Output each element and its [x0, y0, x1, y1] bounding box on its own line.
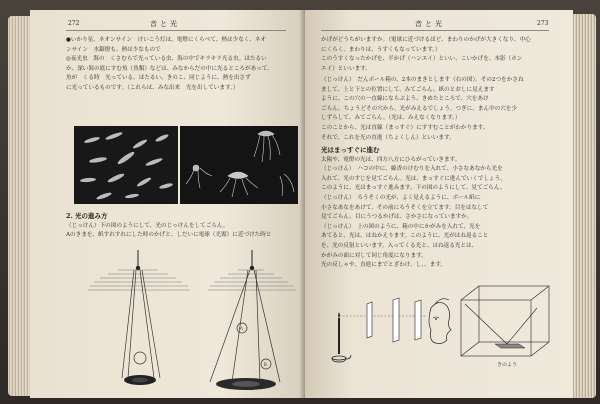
left-page: [30, 10, 305, 398]
photo-fish-school: [74, 126, 178, 204]
text-line: ンサイン 水銀燈も、熱は少なもので: [66, 46, 161, 53]
right-heading: 光はまっすぐに進む: [321, 146, 380, 154]
text-line: あてると、光は、はねかえります。このように、光がはね返ること: [321, 233, 489, 240]
text-line: を、光の反射といいます。入ってくる光と、はね返る光とは、: [321, 242, 478, 249]
text-line: ●いかり星、ネオンサイン けいこう灯は、電燈にくらべて、熱は少なく、ネオ: [66, 37, 267, 43]
text-line: 太陽や、電燈の光は、四方八方にひろがっていきます。: [321, 156, 461, 163]
text-line: このうすくなったかげを、半かげ（ハンエイ）といい、こいかげを、本影（ホン: [321, 56, 523, 63]
right-paragraph-1: [321, 36, 557, 74]
open-book: [8, 6, 596, 402]
figure-label: きのよう: [497, 362, 518, 368]
left-header-rule: [66, 30, 286, 31]
text-line: （じっけん） だんボール箱の、2本のまきとします（右の図）。その2つをかさね: [321, 77, 524, 83]
text-line: かがみの面に対して同じ角度になります。: [321, 252, 427, 259]
right-header-rule: [321, 30, 549, 31]
text-line: （じっけん） 上の図のように、箱の中にかがみを入れて、光を: [321, 223, 481, 230]
text-line: ◎夜光虫 海の くさむらで光っている虫、海の中でキラキラ光る虫。ほたるい: [66, 56, 267, 63]
left-running-head: 音と光: [150, 20, 180, 28]
text-line: エイ）といいます。: [321, 65, 371, 72]
right-page: [305, 10, 573, 398]
left-section: [66, 212, 294, 241]
page-block-right: [572, 14, 596, 398]
light-path-figure: [315, 278, 565, 394]
text-line: （じっけん）下の図のようにして、光のじっけんをしてごらん。: [66, 222, 229, 229]
shadow-experiment-figure: [70, 246, 300, 394]
text-line: （じっけん） ハコの中に、線香のけむりを入れて、小さなあなから光を: [321, 166, 503, 173]
photo-jellyfish: [180, 126, 298, 204]
right-paragraph-2: [321, 76, 557, 143]
text-line: まして、上と下との位置にして、みてごらん。紙のとおしに見えます: [321, 86, 495, 93]
text-line: 入れて、光のすじを見てごらん。光は、まっすぐに進んでいくでしょう。: [321, 175, 506, 182]
text-line: ごらん。ちょうどその穴から、光がみえるでしょう。つぎに、まん中の穴を少: [321, 105, 518, 112]
right-running-head: 音と光: [415, 20, 445, 28]
svg-text:A: A: [240, 326, 243, 331]
text-line: 光の反しゃや、直進にまでとざわけ、し、、ます。: [321, 262, 447, 269]
text-line: Aのきまを、紙すれすれにした時のかげと、しだいに電球（光源）に近づけた時と: [66, 232, 272, 239]
text-line: にくらく、まわりは、うすくもなっています。）: [321, 46, 441, 53]
text-line: このように、光はまっすぐ進みます。下の図のようにして、見てごらん。: [321, 185, 506, 192]
text-line: 魚が くる時 光っている。ほたるい、きのこ、同じように、熱を出さず: [66, 75, 251, 82]
text-line: かげがどうちがいますか。（電球に近づけるほど、まわりのかげが大きくなり、中心: [321, 37, 531, 43]
right-page-number: 273: [537, 20, 549, 27]
jellyfish-image: [180, 126, 298, 204]
left-paragraph-1: [66, 36, 292, 94]
left-page-number: 272: [68, 20, 80, 27]
text-line: しずらして、みてごらん。（光は、みえなくなります。）: [321, 115, 461, 122]
text-line: （じっけん） ろうそくの光が、よく見えるように、ボール紙に: [321, 194, 481, 201]
svg-text:B: B: [264, 362, 267, 367]
text-line: それで、これを光の直進（ちょくしん）といいます。: [321, 134, 455, 141]
text-line: に光っているものです。（これらは、みな出来 光を出しています。）: [66, 84, 239, 91]
text-line: 小さなあなをあけて、その前にろうそくを立てます。目をはなして: [321, 204, 489, 211]
text-line: 見てごらん。目にうつるかげは、さかさになっていますか。: [321, 214, 473, 221]
section-title: 2. 光の進み方: [66, 212, 108, 220]
fish-school-image: [74, 126, 178, 204]
text-line: ように、この穴の一直線にならぶよう、きめたところで、穴をあけ: [321, 96, 489, 103]
right-section: [321, 146, 557, 271]
text-line: か、深い海の底にすむ魚（魚類）などは、みなからだの中に光るところがあって、: [66, 65, 273, 72]
text-line: このことから、光は直線（まっすぐ）にすすむことがわかります。: [321, 124, 489, 131]
